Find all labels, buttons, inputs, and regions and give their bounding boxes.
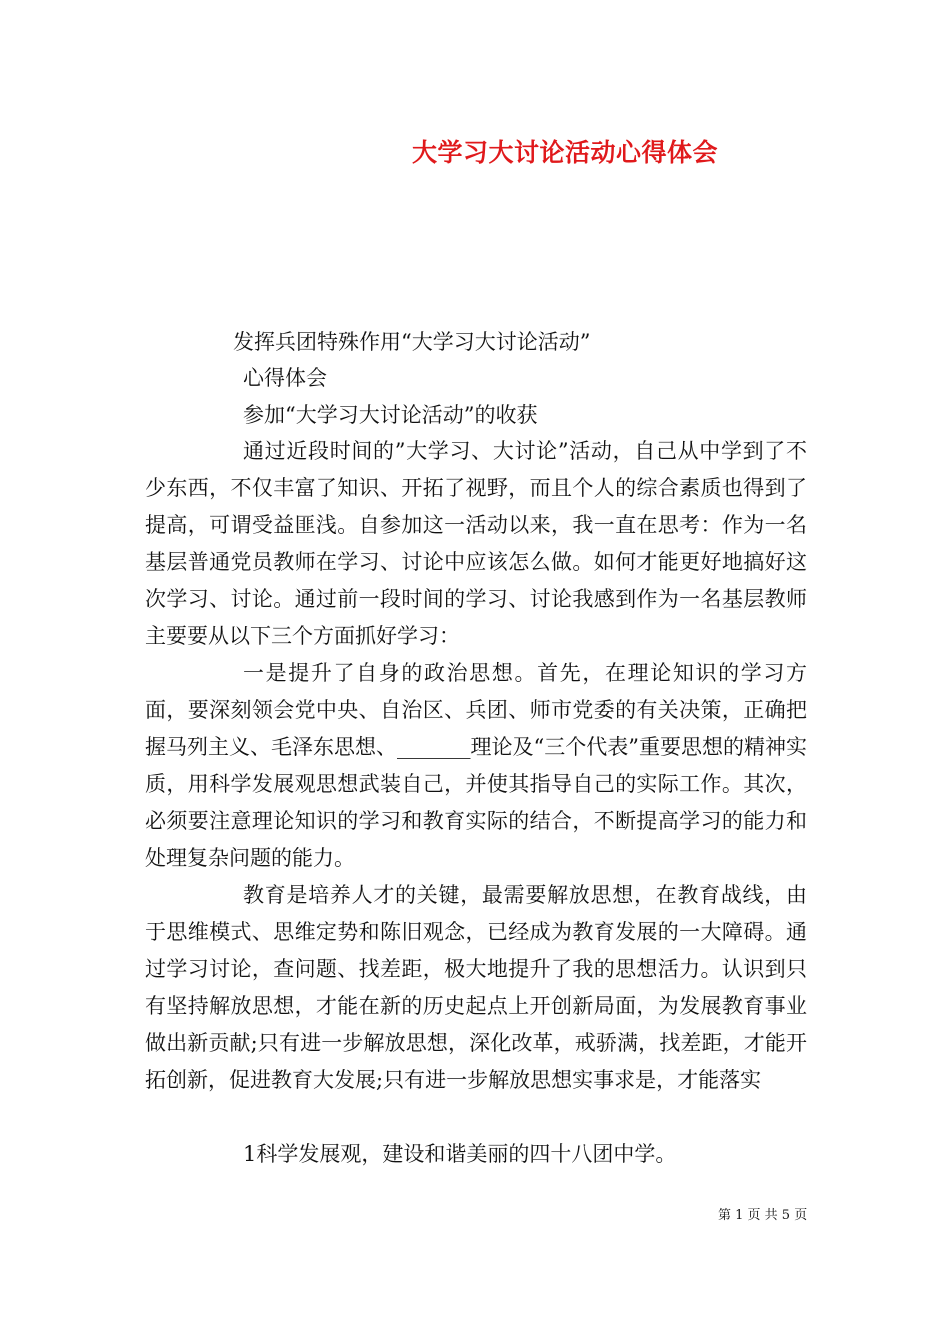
paragraph-2: 一是提升了自身的政治思想。首先，在理论知识的学习方面，要深刻领会党中央、自治区、兵团、师市党委的有关决策，正确把握马列主义、毛泽东思想、_______理论及“三个代表”重要思想的精神实质，用科学发展观思想武装自己，并使其指导自己的实际工作。其次，必须要注意理论知识的学习和教育实际的结合，不断提高学习的能力和处理复杂问题的能力。 bbox=[145, 661, 807, 870]
heading-line-3: 参加“大学习大讨论活动”的收获 bbox=[243, 403, 538, 427]
paragraph-1: 通过近段时间的”大学习、大讨论”活动，自己从中学到了不少东西，不仅丰富了知识、开拓了视野，而且个人的综合素质也得到了提高，可谓受益匪浅。自参加这一活动以来，我一直在思考：作为一名基层普通党员教师在学习、讨论中应该怎么做。如何才能更好地搞好这次学习、讨论。通过前一段时间的学习、讨论我感到作为一名基层教师主要要从以下三个方面抓好学习： bbox=[145, 439, 807, 648]
heading-line-1: 发挥兵团特殊作用“大学习大讨论活动” bbox=[233, 330, 591, 354]
page-number: 第 1 页 共 5 页 bbox=[718, 1208, 808, 1223]
document-title: 大学习大讨论活动心得体会 bbox=[412, 138, 719, 167]
last-line: 1科学发展观，建设和谐美丽的四十八团中学。 bbox=[243, 1142, 677, 1166]
heading-line-2: 心得体会 bbox=[243, 366, 327, 390]
paragraph-3: 教育是培养人才的关键，最需要解放思想，在教育战线，由于思维模式、思维定势和陈旧观念，已经成为教育发展的一大障碍。通过学习讨论，查问题、找差距，极大地提升了我的思想活力。认识到只有坚持解放思想，才能在新的历史起点上开创新局面，为发展教育事业做出新贡献;只有进一步解放思想，深化改革，戒骄满，找差距，才能开拓创新，促进教育大发展;只有进一步解放思想实事求是，才能落实 bbox=[145, 883, 807, 1092]
